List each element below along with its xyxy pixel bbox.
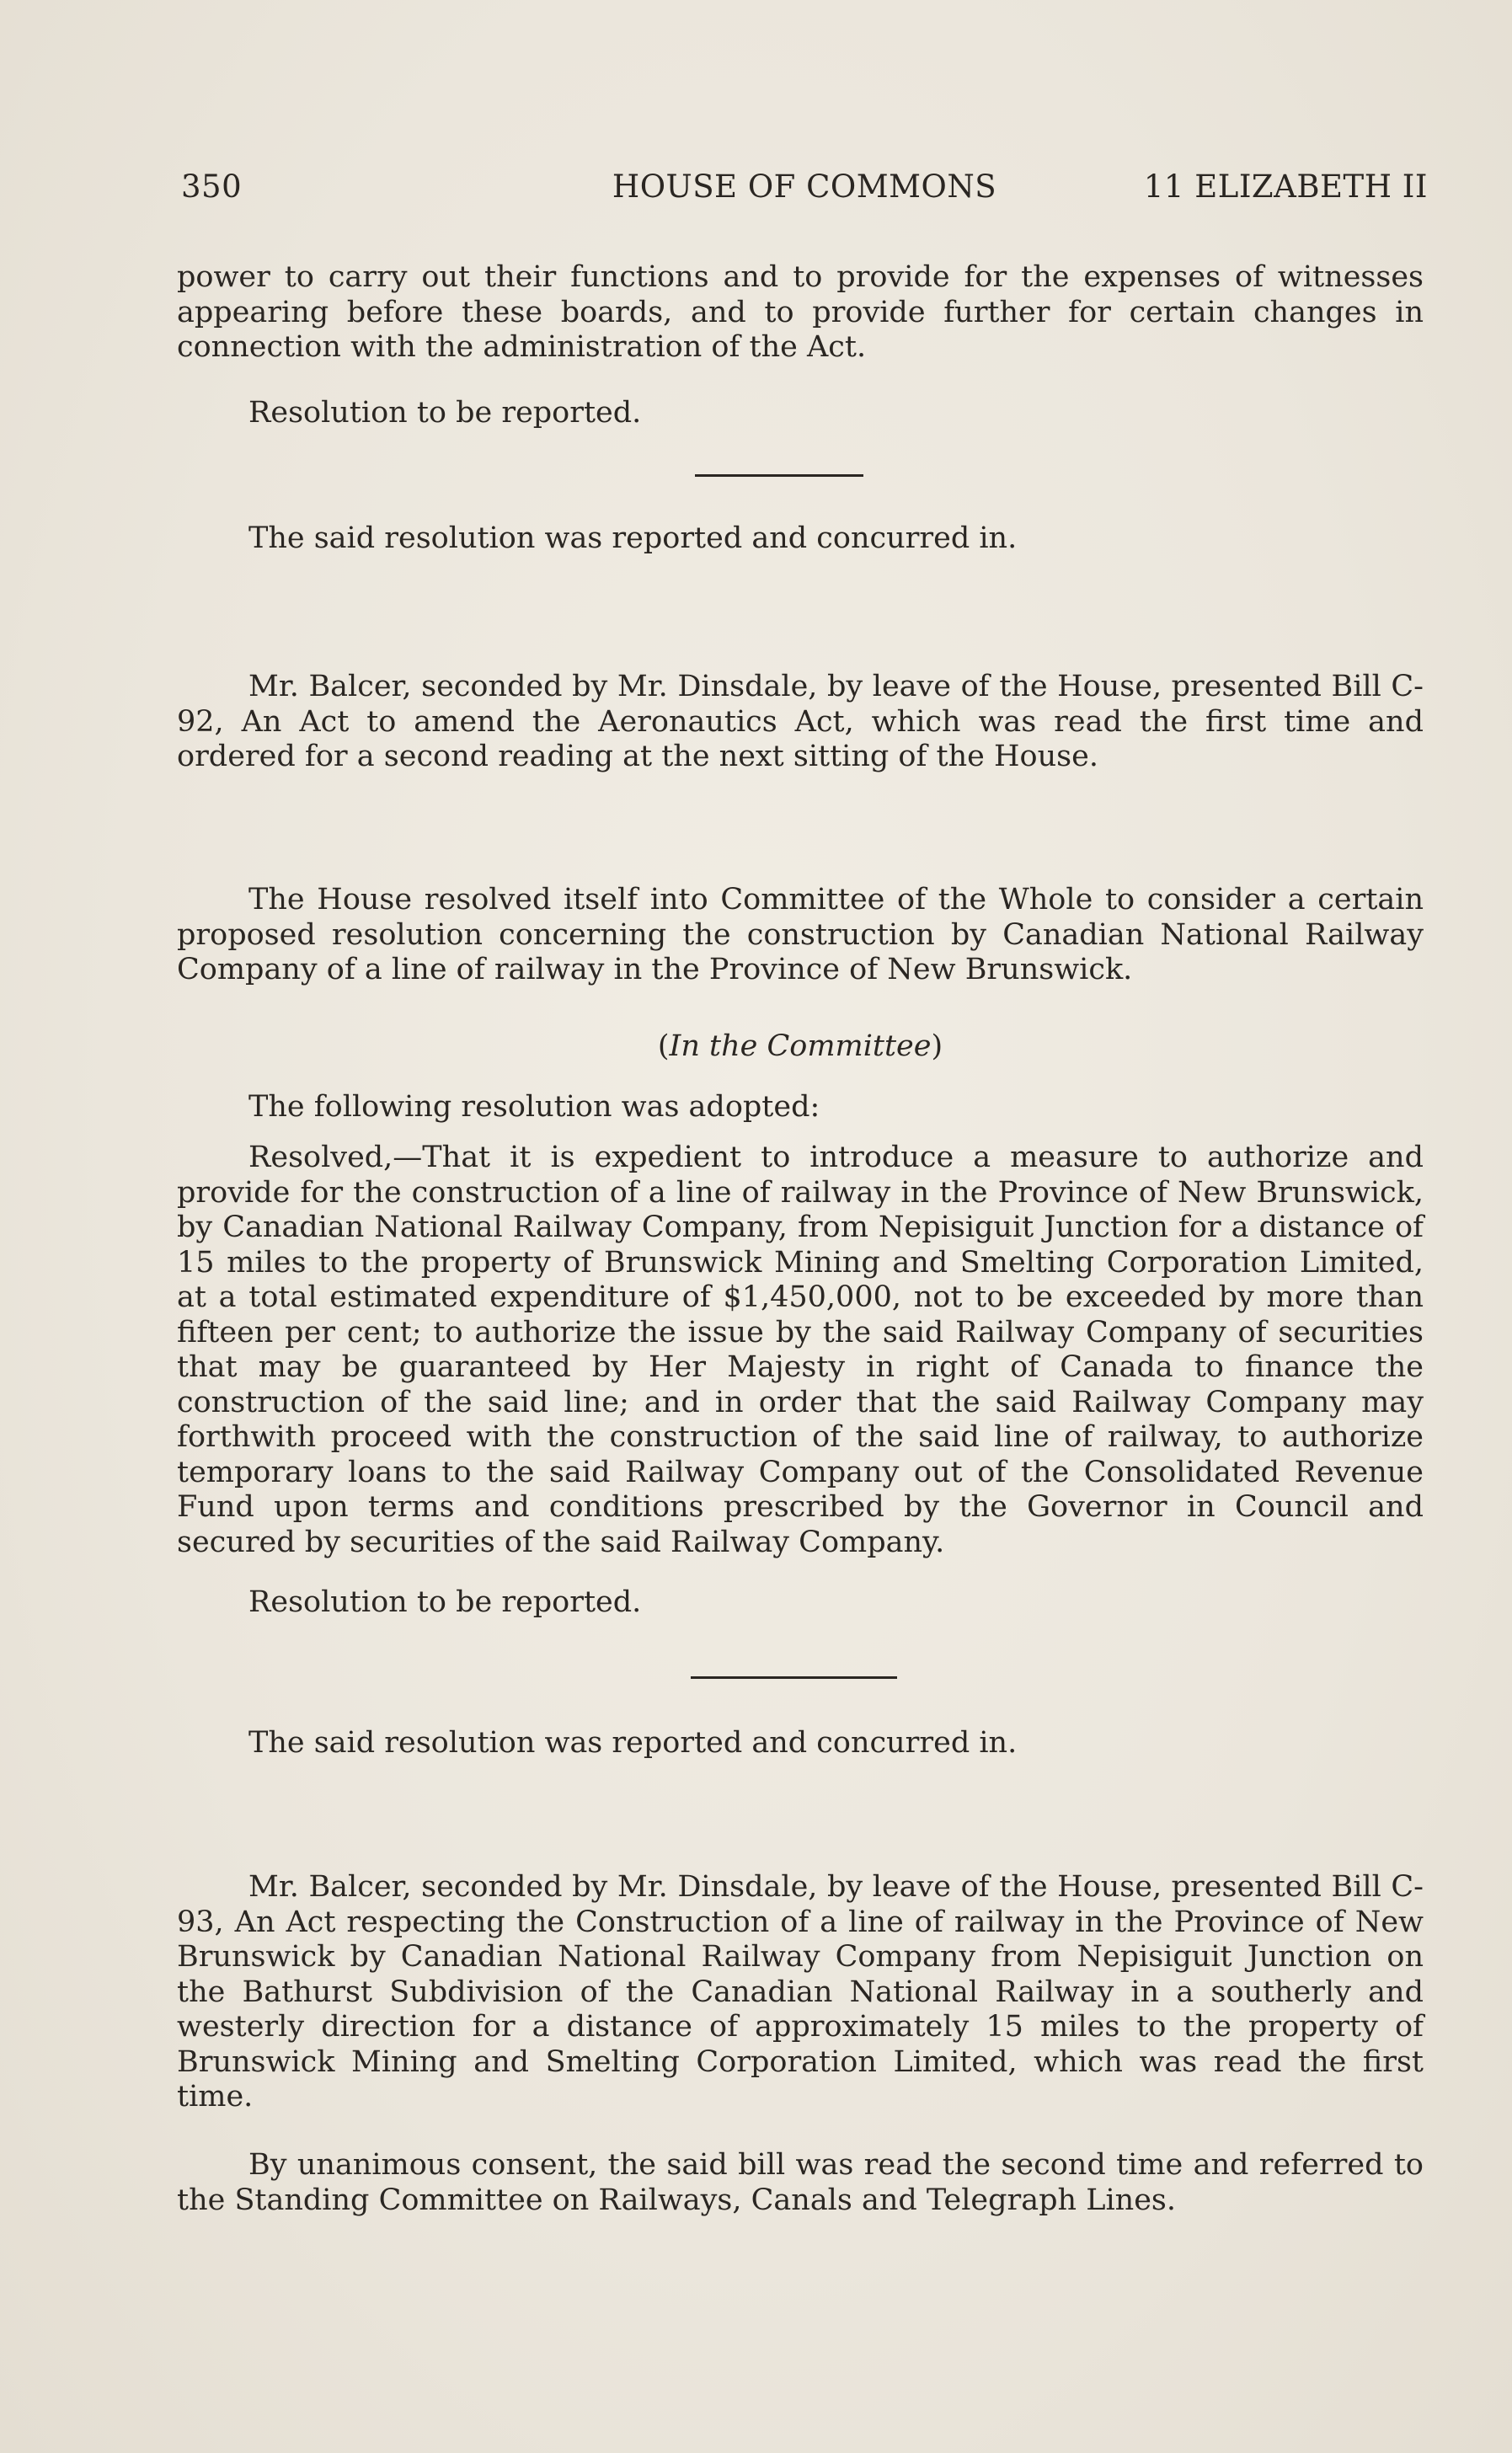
page-header [181, 168, 1428, 211]
paragraph-resolution-reported-2: Resolution to be reported. [248, 1585, 642, 1619]
committee-open-paren: ( [657, 1029, 670, 1063]
committee-heading-italic: In the Committee [669, 1029, 932, 1063]
section-divider-2 [691, 1676, 897, 1679]
page-date: 11 ELIZABETH II [1143, 168, 1428, 205]
section-divider-1 [695, 474, 863, 477]
paragraph-continuation: power to carry out their functions and to provide for the expenses of witnesses appearing before these boards, and to provide further for certain changes in connection with the administration of the Act. [177, 260, 1424, 364]
committee-heading [177, 1029, 1424, 1065]
committee-close-paren: ) [931, 1029, 943, 1063]
page-title: HOUSE OF COMMONS [612, 168, 997, 205]
paragraph-resolution-reported-1: Resolution to be reported. [248, 396, 642, 430]
paragraph-unanimous-consent: By unanimous consent, the said bill was read the second time and referred to the Standing Committee on Railways, Canals and Telegraph Lines. [177, 2148, 1424, 2217]
paragraph-committee-whole: The House resolved itself into Committee of the Whole to consider a certain proposed resolution concerning the construction by Canadian National Railway Company of a line of railway in the Province of New Brunswick. [177, 883, 1424, 986]
paragraph-concurred-2: The said resolution was reported and concurred in. [248, 1726, 1018, 1760]
paragraph-bill-c93: Mr. Balcer, seconded by Mr. Dinsdale, by leave of the House, presented Bill C-93, An Act respecting the Construction of a line of railway in the Province of New Brunswick by Canadian National Railway Company from Nepisiguit Junction on the Bathurst Subdivision of the Canadian National Railway in a southerly and westerly direction for a distance of approximately 15 miles to the property of Brunswick Mining and Smelting Corporation Limited, which was read the first time. [177, 1870, 1424, 2114]
paragraph-resolution-adopted: The following resolution was adopted: [248, 1090, 820, 1124]
paragraph-bill-c92: Mr. Balcer, seconded by Mr. Dinsdale, by leave of the House, presented Bill C-92, An Act to amend the Aeronautics Act, which was read the first time and ordered for a second reading at the next sitting of the House. [177, 670, 1424, 773]
paragraph-resolved: Resolved,—That it is expedient to introduce a measure to authorize and provide for the construction of a line of railway in the Province of New Brunswick, by Canadian National Railway Company, from Nepisiguit Junction for a distance of 15 miles to the property of Brunswick Mining and Smelting Corporation Limited, at a total estimated expenditure of $1,450,000, not to be exceeded by more than fifteen per cent; to authorize the issue by the said Railway Company of securities that may be guaranteed by Her Majesty in right of Canada to finance the construction of the said line; and in order that the said Railway Company may forthwith proceed with the construction of the said line of railway, to authorize temporary loans to the said Railway Company out of the Consolidated Revenue Fund upon terms and conditions prescribed by the Governor in Council and secured by securities of the said Railway Company. [177, 1141, 1424, 1559]
paragraph-concurred-1: The said resolution was reported and concurred in. [248, 521, 1018, 555]
page-number: 350 [181, 168, 243, 205]
